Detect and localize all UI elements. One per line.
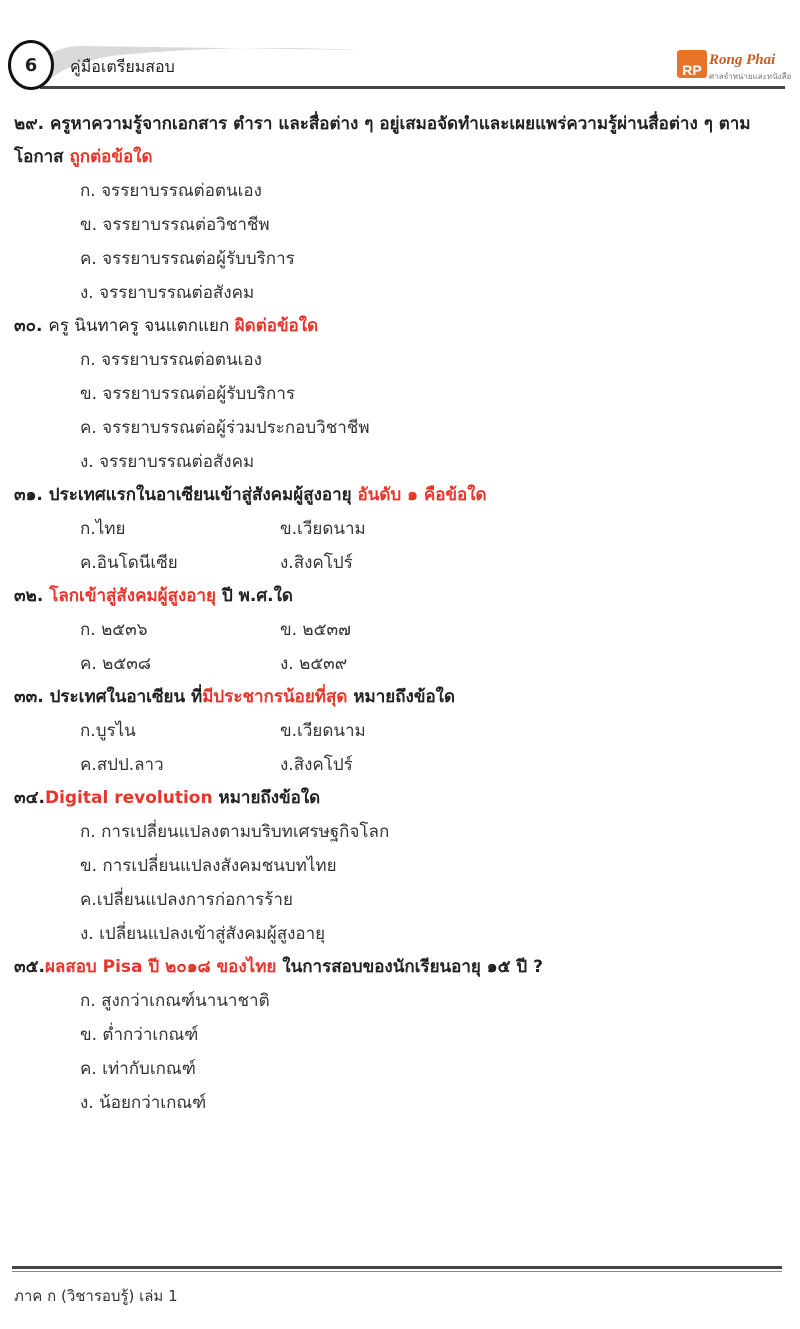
option: ง. จรรยาบรรณต่อสังคม	[80, 452, 255, 472]
question-number: ๓๒.	[14, 586, 44, 606]
logo-subtitle: ศาลจำหน่ายและหนังสือ	[709, 72, 792, 81]
option: ค. จรรยาบรรณต่อผู้ร่วมประกอบวิชาชีพ	[80, 418, 370, 438]
page-header	[0, 0, 800, 100]
question-30	[14, 310, 789, 343]
option: ค.สปป.ลาว	[80, 755, 164, 775]
question-highlight: ผลสอบ Pisa ปี ๒๐๑๘ ของไทย	[44, 957, 277, 977]
option: ง. ๒๕๓๙	[280, 654, 348, 674]
option: ข. การเปลี่ยนแปลงสังคมชนบทไทย	[80, 856, 337, 876]
question-number: ๓๓.	[14, 687, 44, 707]
question-number: ๓๕.	[14, 957, 45, 977]
option-row	[14, 512, 789, 546]
header-title: คู่มือเตรียมสอบ	[70, 57, 175, 76]
option: ง. จรรยาบรรณต่อสังคม	[80, 283, 255, 303]
option: ก. จรรยาบรรณต่อตนเอง	[80, 181, 262, 201]
question-text: ครูหาความรู้จากเอกสาร ตำรา และสื่อต่าง ๆ อยู่เสมอจัดทำและเผยแพร่ความรู้ผ่านสื่อต่าง ๆ ตามโอกาส	[14, 114, 751, 167]
question-35	[14, 951, 789, 984]
question-tail: หมายถึงข้อใด	[212, 788, 321, 808]
question-32	[14, 580, 789, 613]
question-highlight: Digital revolution	[44, 788, 213, 808]
question-number: ๓๑.	[14, 485, 43, 505]
question-highlight: มีประชากรน้อยที่สุด	[202, 687, 348, 707]
option: ง.สิงคโปร์	[280, 755, 353, 775]
option: ก.ไทย	[80, 519, 126, 539]
option: ค. เท่ากับเกณฑ์	[80, 1059, 196, 1079]
question-text: ครู นินทาครู จนแตกแยก	[48, 316, 235, 336]
question-29	[14, 108, 784, 174]
option: ข. จรรยาบรรณต่อผู้รับบริการ	[80, 384, 296, 404]
page-number: 6	[24, 54, 38, 76]
question-number: ๓๐.	[14, 316, 43, 336]
option: ง.สิงคโปร์	[280, 553, 353, 573]
option: ค.อินโดนีเซีย	[80, 553, 178, 573]
option: ข.เวียดนาม	[280, 519, 366, 539]
option: ง. เปลี่ยนแปลงเข้าสู่สังคมผู้สูงอายุ	[80, 924, 326, 944]
question-highlight: อันดับ ๑ คือข้อใด	[357, 485, 487, 505]
option: ก.บูรไน	[80, 721, 136, 741]
option: ค.เปลี่ยนแปลงการก่อการร้าย	[80, 890, 293, 910]
logo-mark: RP	[677, 50, 707, 78]
option: ข. ๒๕๓๗	[280, 620, 351, 640]
option: ก. สูงกว่าเกณฑ์นานาชาติ	[80, 991, 270, 1011]
option-row	[14, 647, 789, 681]
question-text: ประเทศแรกในอาเซียนเข้าสู่สังคมผู้สูงอายุ	[48, 485, 358, 505]
question-highlight: ถูกต่อข้อใด	[69, 147, 153, 167]
question-highlight: ผิดต่อข้อใด	[234, 316, 319, 336]
question-34	[14, 782, 789, 815]
footer-rule	[12, 1266, 782, 1269]
question-list	[14, 108, 789, 1120]
question-33	[14, 681, 789, 714]
question-tail: หมายถึงข้อใด	[347, 687, 456, 707]
option-row	[14, 546, 789, 580]
option: ข. ต่ำกว่าเกณฑ์	[80, 1025, 199, 1045]
footer-text: ภาค ก (วิชารอบรู้) เล่ม 1	[14, 1287, 178, 1305]
option: ค. ๒๕๓๘	[80, 654, 151, 674]
option: ข.เวียดนาม	[280, 721, 366, 741]
header-rule	[40, 86, 785, 89]
option: ง. น้อยกว่าเกณฑ์	[80, 1093, 207, 1113]
question-number: ๒๙.	[14, 114, 45, 134]
option: ก. ๒๕๓๖	[80, 620, 148, 640]
option: ค. จรรยาบรรณต่อผู้รับบริการ	[80, 249, 295, 269]
question-number: ๓๔.	[14, 788, 45, 808]
option-row	[14, 748, 789, 782]
question-tail: ปี พ.ศ.ใด	[216, 586, 293, 606]
question-31	[14, 479, 789, 512]
option: ก. การเปลี่ยนแปลงตามบริบทเศรษฐกิจโลก	[80, 822, 390, 842]
option: ก. จรรยาบรรณต่อตนเอง	[80, 350, 262, 370]
question-highlight: โลกเข้าสู่สังคมผู้สูงอายุ	[49, 586, 217, 606]
footer-rule-thin	[12, 1271, 782, 1272]
logo-text: Rong Phai	[709, 52, 776, 68]
publisher-logo	[677, 46, 792, 82]
question-text: ประเทศในอาเซียน ที่	[49, 687, 203, 707]
option-row	[14, 714, 789, 748]
page-number-badge	[8, 40, 54, 90]
option-row	[14, 613, 789, 647]
option: ข. จรรยาบรรณต่อวิชาชีพ	[80, 215, 270, 235]
question-tail: ในการสอบของนักเรียนอายุ ๑๕ ปี ?	[276, 957, 543, 977]
